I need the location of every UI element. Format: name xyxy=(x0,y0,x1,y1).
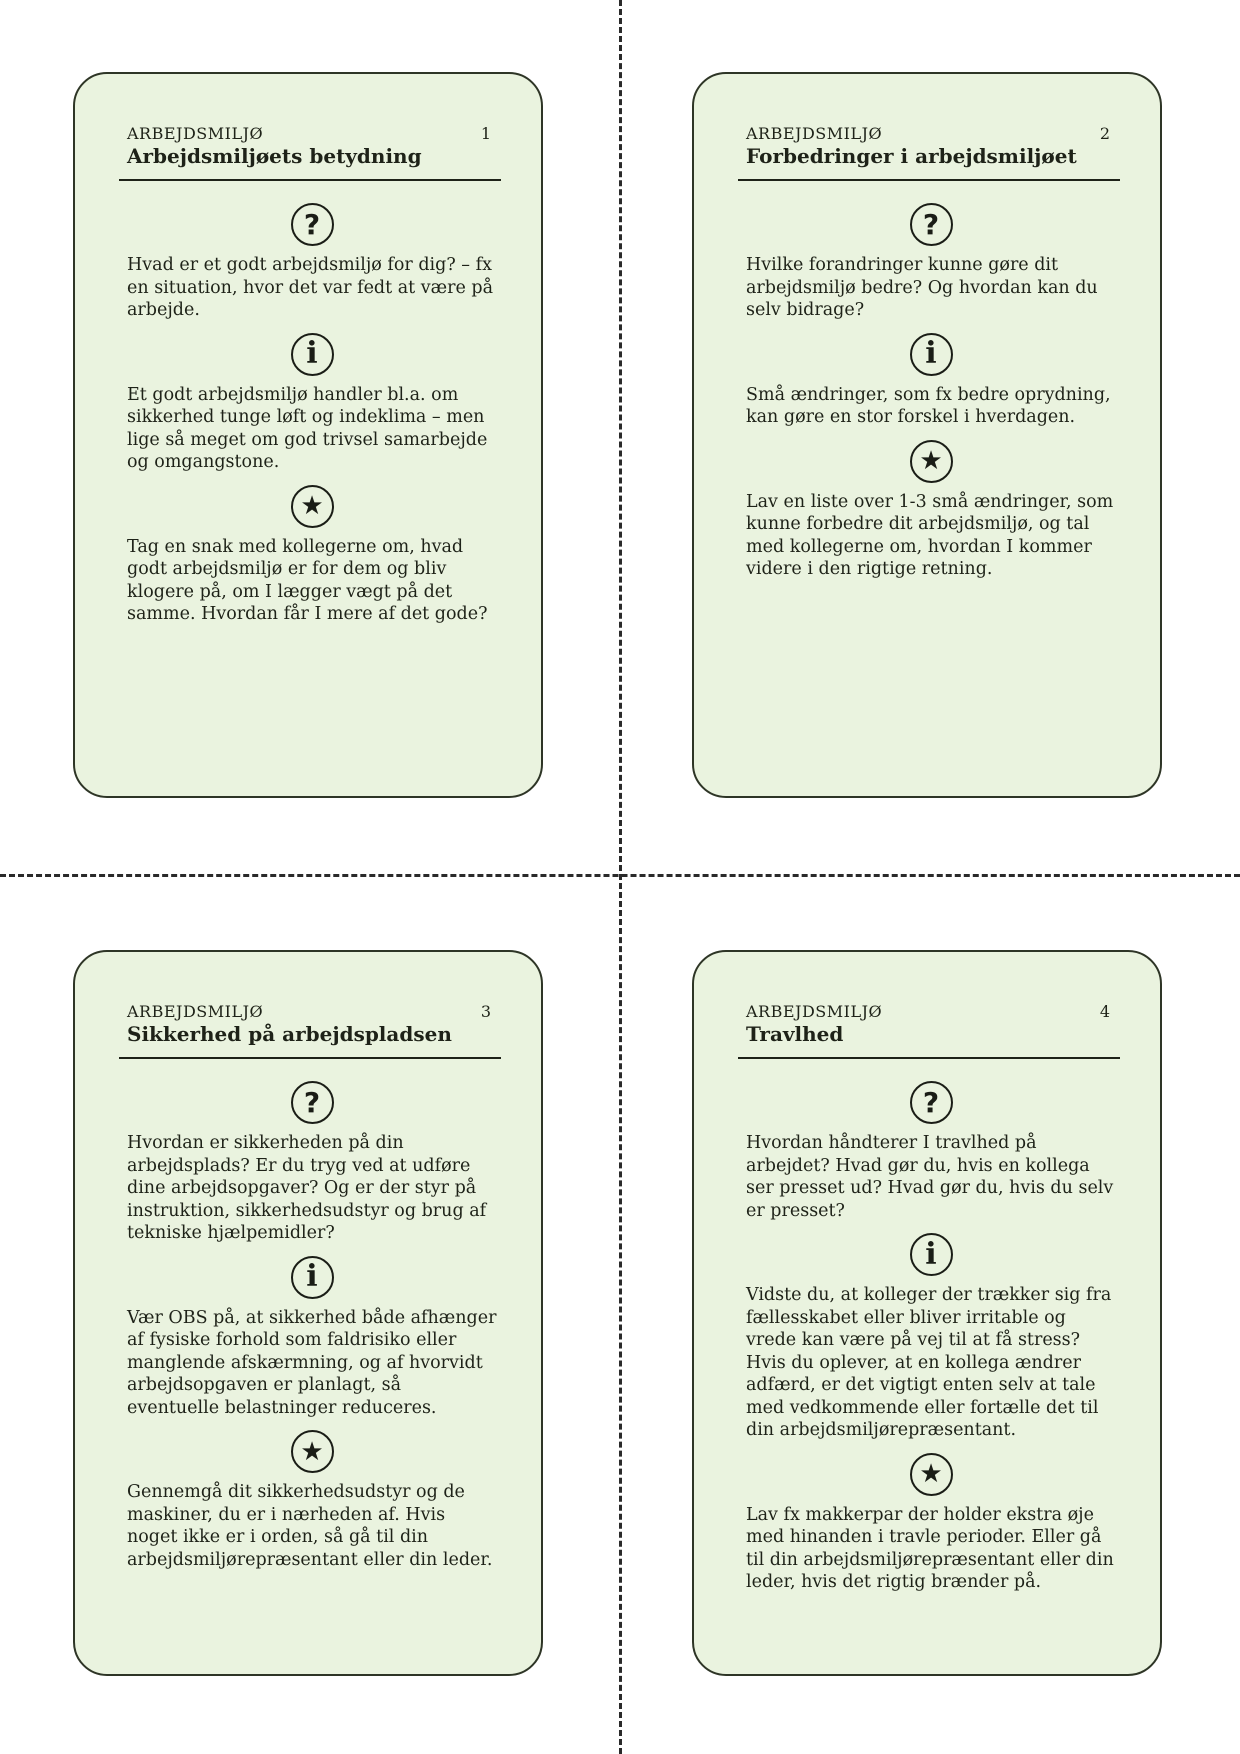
card-category: ARBEJDSMILJØ xyxy=(746,1002,883,1021)
info-icon: i xyxy=(910,333,953,376)
card-number: 4 xyxy=(1099,1002,1110,1021)
card-title: Arbejdsmiljøets betydning xyxy=(127,144,422,168)
card-number: 2 xyxy=(1099,124,1110,143)
card-2 xyxy=(692,72,1162,798)
card-title: Forbedringer i arbejdsmiljøet xyxy=(746,144,1077,168)
card-content xyxy=(746,203,1116,592)
info-icon: i xyxy=(910,1233,953,1276)
card-content xyxy=(127,1081,497,1582)
action-text: Lav en liste over 1-3 små ændringer, som kunne forbedre dit arbejdsmiljø, og tal med kollegerne om, hvordan I kommer videre i den rigtige retning. xyxy=(746,491,1114,579)
action-text: Lav fx makkerpar der holder ekstra øje med hinanden i travle perioder. Eller gå til din arbejdsmiljørepræsentant eller din leder, hvis det rigtig brænder på. xyxy=(746,1504,1114,1592)
info-text: Små ændringer, som fx bedre oprydning, kan gøre en stor forskel i hverdagen. xyxy=(746,384,1111,427)
card-title: Travlhed xyxy=(746,1022,844,1046)
card-number: 1 xyxy=(480,124,491,143)
star-icon: ★ xyxy=(291,1430,334,1473)
info-icon: i xyxy=(291,1256,334,1299)
card-category: ARBEJDSMILJØ xyxy=(127,1002,264,1021)
title-divider xyxy=(738,1057,1120,1059)
question-icon: ? xyxy=(291,203,334,246)
star-icon: ★ xyxy=(910,1453,953,1496)
title-divider xyxy=(738,179,1120,181)
title-divider xyxy=(119,179,501,181)
question-icon: ? xyxy=(910,1081,953,1124)
card-1 xyxy=(73,72,543,798)
card-category: ARBEJDSMILJØ xyxy=(127,124,264,143)
info-text: Vær OBS på, at sikkerhed både afhænger af fysiske forhold som faldrisiko eller manglende afskærmning, og af hvorvidt arbejdsopgaven er planlagt, så eventuelle belastninger reduceres. xyxy=(127,1307,497,1418)
action-text: Tag en snak med kollegerne om, hvad godt arbejdsmiljø er for dem og bliv klogere på, om I lægger vægt på det samme. Hvordan får I mere af det gode? xyxy=(127,536,488,624)
question-icon: ? xyxy=(910,203,953,246)
horizontal-cut-line xyxy=(0,874,1240,877)
info-text: Vidste du, at kolleger der trækker sig fra fællesskabet eller bliver irritable og vrede kan være på vej til at få stress? Hvis du oplever, at en kollega ændrer adfærd, er det vigtigt enten selv at tale med vedkommende eller fortælle det til din arbejdsmiljørepræsentant. xyxy=(746,1285,1112,1440)
info-icon: i xyxy=(291,333,334,376)
title-divider xyxy=(119,1057,501,1059)
card-4 xyxy=(692,950,1162,1676)
info-text: Et godt arbejdsmiljø handler bl.a. om sikkerhed tunge løft og indeklima – men lige så meget om god trivsel samarbejde og omgangstone. xyxy=(127,384,488,472)
card-number: 3 xyxy=(480,1002,491,1021)
card-3 xyxy=(73,950,543,1676)
question-icon: ? xyxy=(291,1081,334,1124)
question-text: Hvilke forandringer kunne gøre dit arbejdsmiljø bedre? Og hvordan kan du selv bidrage? xyxy=(746,255,1098,320)
vertical-cut-line xyxy=(619,0,622,1754)
star-icon: ★ xyxy=(291,485,334,528)
star-icon: ★ xyxy=(910,440,953,483)
card-category: ARBEJDSMILJØ xyxy=(746,124,883,143)
question-text: Hvad er et godt arbejdsmiljø for dig? – fx en situation, hvor det var fedt at være på arbejde. xyxy=(127,255,494,320)
card-content xyxy=(127,203,497,637)
action-text: Gennemgå dit sikkerhedsudstyr og de maskiner, du er i nærheden af. Hvis noget ikke er i orden, så gå til din arbejdsmiljørepræsentant eller din leder. xyxy=(127,1482,493,1570)
question-text: Hvordan håndterer I travlhed på arbejdet? Hvad gør du, hvis en kollega ser presset ud? Hvad gør du, hvis du selv er presset? xyxy=(746,1133,1114,1221)
question-text: Hvordan er sikkerheden på din arbejdsplads? Er du tryg ved at udføre dine arbejdsopgaver? Og er der styr på instruktion, sikkerhedsudstyr og brug af tekniske hjælpemidler? xyxy=(127,1133,487,1243)
card-content xyxy=(746,1081,1116,1605)
card-title: Sikkerhed på arbejdspladsen xyxy=(127,1022,452,1046)
